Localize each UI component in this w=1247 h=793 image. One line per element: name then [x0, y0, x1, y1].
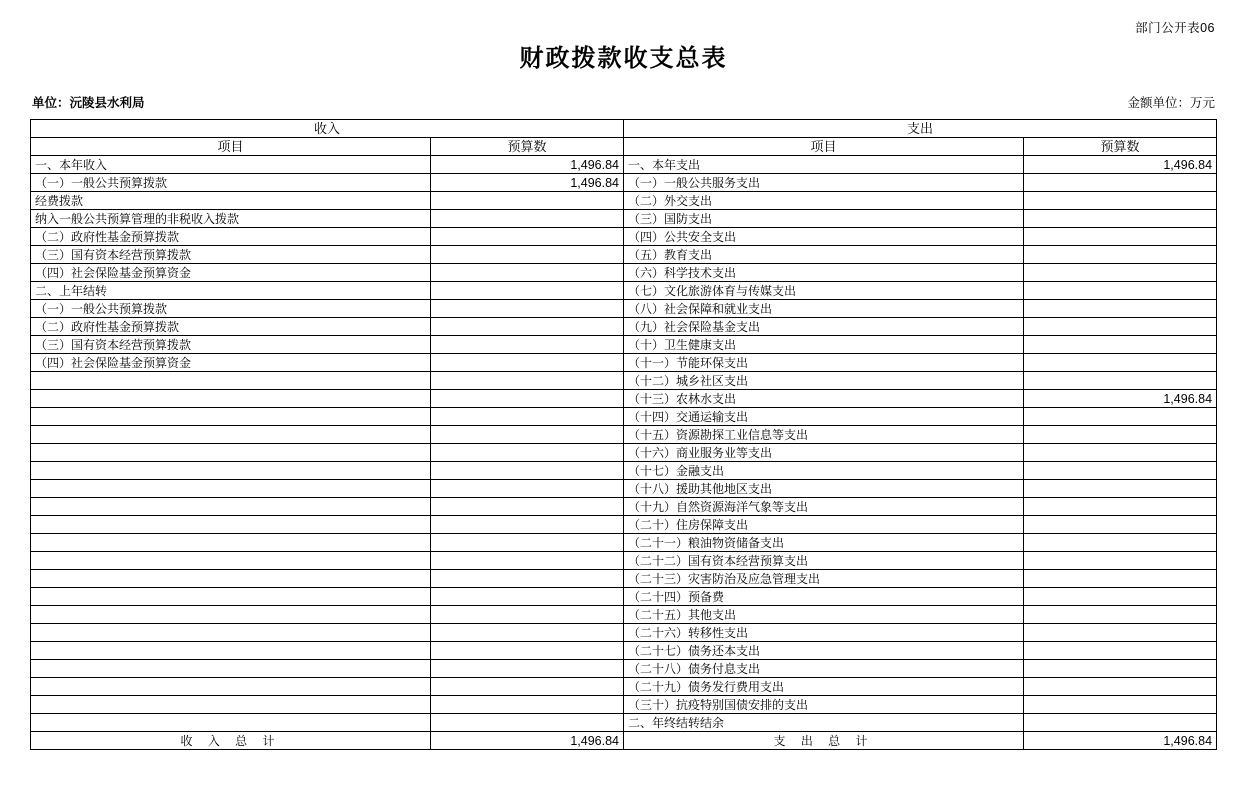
expenditure-item-label: （二十四）预备费: [624, 588, 1024, 606]
table-row: [31, 444, 1217, 462]
income-item-value: [431, 678, 624, 696]
table-row: [31, 426, 1217, 444]
income-item-label: （二）政府性基金预算拨款: [31, 228, 431, 246]
expenditure-item-value: [1024, 264, 1217, 282]
table-row: [31, 318, 1217, 336]
income-item-label: [31, 678, 431, 696]
table-row: [31, 498, 1217, 516]
expenditure-item-label: （八）社会保障和就业支出: [624, 300, 1024, 318]
table-row: [31, 660, 1217, 678]
income-item-value: [431, 498, 624, 516]
expenditure-item-value: [1024, 210, 1217, 228]
income-item-label: [31, 624, 431, 642]
expenditure-total-value: 1,496.84: [1024, 732, 1217, 750]
expenditure-item-label: 二、年终结转结余: [624, 714, 1024, 732]
expenditure-item-label: （十七）金融支出: [624, 462, 1024, 480]
expenditure-item-value: [1024, 174, 1217, 192]
expenditure-item-label: （二十八）债务付息支出: [624, 660, 1024, 678]
income-item-value: [431, 264, 624, 282]
table-body: [31, 156, 1217, 732]
expenditure-item-label: （二）外交支出: [624, 192, 1024, 210]
income-item-value: [431, 426, 624, 444]
expenditure-item-value: [1024, 282, 1217, 300]
expenditure-item-label: （二十二）国有资本经营预算支出: [624, 552, 1024, 570]
income-item-value: [431, 372, 624, 390]
expenditure-item-label: （十九）自然资源海洋气象等支出: [624, 498, 1024, 516]
expenditure-item-value: [1024, 516, 1217, 534]
expenditure-item-label: （九）社会保险基金支出: [624, 318, 1024, 336]
expenditure-item-label: （一）一般公共服务支出: [624, 174, 1024, 192]
income-item-value: [431, 210, 624, 228]
income-item-label: （四）社会保险基金预算资金: [31, 354, 431, 372]
table-row: [31, 192, 1217, 210]
column-header-row: [31, 138, 1217, 156]
income-item-value: [431, 300, 624, 318]
income-item-label: [31, 426, 431, 444]
income-item-value: [431, 192, 624, 210]
expenditure-item-label: （十一）节能环保支出: [624, 354, 1024, 372]
income-item-value: [431, 228, 624, 246]
expenditure-total-label: 支 出 总 计: [624, 732, 1024, 750]
expenditure-item-label: （五）教育支出: [624, 246, 1024, 264]
expenditure-item-label: （十五）资源勘探工业信息等支出: [624, 426, 1024, 444]
expenditure-item-value: [1024, 462, 1217, 480]
column-header-income-budget: 预算数: [431, 138, 624, 156]
income-item-label: [31, 696, 431, 714]
expenditure-item-value: [1024, 660, 1217, 678]
income-total-value: 1,496.84: [431, 732, 624, 750]
expenditure-item-value: [1024, 534, 1217, 552]
expenditure-item-value: [1024, 192, 1217, 210]
income-item-label: （三）国有资本经营预算拨款: [31, 246, 431, 264]
income-item-label: 一、本年收入: [31, 156, 431, 174]
income-item-value: [431, 480, 624, 498]
income-item-label: [31, 588, 431, 606]
table-row: [31, 606, 1217, 624]
expenditure-item-value: [1024, 570, 1217, 588]
income-item-label: （四）社会保险基金预算资金: [31, 264, 431, 282]
expenditure-item-label: （四）公共安全支出: [624, 228, 1024, 246]
expenditure-item-value: 1,496.84: [1024, 156, 1217, 174]
income-item-label: 二、上年结转: [31, 282, 431, 300]
group-header-expenditure: 支出: [624, 120, 1217, 138]
income-item-value: [431, 354, 624, 372]
total-row: [31, 732, 1217, 750]
income-item-label: [31, 408, 431, 426]
income-item-value: [431, 516, 624, 534]
income-item-value: 1,496.84: [431, 174, 624, 192]
income-item-label: [31, 372, 431, 390]
income-item-value: [431, 462, 624, 480]
expenditure-item-label: （十四）交通运输支出: [624, 408, 1024, 426]
expenditure-item-value: [1024, 480, 1217, 498]
expenditure-item-label: 一、本年支出: [624, 156, 1024, 174]
column-header-income-item: 项目: [31, 138, 431, 156]
expenditure-item-label: （三）国防支出: [624, 210, 1024, 228]
expenditure-item-label: （二十五）其他支出: [624, 606, 1024, 624]
expenditure-item-value: [1024, 606, 1217, 624]
table-row: [31, 534, 1217, 552]
income-item-label: [31, 660, 431, 678]
income-item-value: [431, 588, 624, 606]
expenditure-item-label: （十六）商业服务业等支出: [624, 444, 1024, 462]
income-item-value: [431, 714, 624, 732]
expenditure-item-label: （二十一）粮油物资储备支出: [624, 534, 1024, 552]
amount-unit-label: 金额单位：万元: [1127, 96, 1215, 110]
table-row: [31, 642, 1217, 660]
table-row: [31, 300, 1217, 318]
income-item-label: 纳入一般公共预算管理的非税收入拨款: [31, 210, 431, 228]
table-row: [31, 480, 1217, 498]
expenditure-item-value: [1024, 300, 1217, 318]
table-foot: [31, 732, 1217, 750]
income-item-value: 1,496.84: [431, 156, 624, 174]
income-item-value: [431, 408, 624, 426]
financial-table: [30, 119, 1217, 750]
expenditure-item-label: （十三）农林水支出: [624, 390, 1024, 408]
table-row: [31, 246, 1217, 264]
table-row: [31, 354, 1217, 372]
expenditure-item-value: [1024, 678, 1217, 696]
income-item-label: （三）国有资本经营预算拨款: [31, 336, 431, 354]
table-row: [31, 516, 1217, 534]
table-row: [31, 264, 1217, 282]
income-total-label: 收 入 总 计: [31, 732, 431, 750]
income-item-value: [431, 624, 624, 642]
table-row: [31, 282, 1217, 300]
group-header-row: [31, 120, 1217, 138]
expenditure-item-label: （二十六）转移性支出: [624, 624, 1024, 642]
expenditure-item-label: （六）科学技术支出: [624, 264, 1024, 282]
income-item-label: [31, 390, 431, 408]
income-item-value: [431, 282, 624, 300]
expenditure-item-value: [1024, 624, 1217, 642]
column-header-expenditure-item: 项目: [624, 138, 1024, 156]
expenditure-item-label: （二十九）债务发行费用支出: [624, 678, 1024, 696]
expenditure-item-label: （十八）援助其他地区支出: [624, 480, 1024, 498]
expenditure-item-label: （二十七）债务还本支出: [624, 642, 1024, 660]
expenditure-item-value: [1024, 696, 1217, 714]
income-item-label: [31, 480, 431, 498]
income-item-label: [31, 444, 431, 462]
income-item-label: [31, 570, 431, 588]
expenditure-item-label: （十二）城乡社区支出: [624, 372, 1024, 390]
expenditure-item-value: [1024, 588, 1217, 606]
expenditure-item-label: （二十三）灾害防治及应急管理支出: [624, 570, 1024, 588]
income-item-label: （一）一般公共预算拨款: [31, 300, 431, 318]
income-item-label: [31, 552, 431, 570]
income-item-label: [31, 606, 431, 624]
expenditure-item-value: [1024, 426, 1217, 444]
income-item-label: [31, 642, 431, 660]
income-item-value: [431, 534, 624, 552]
income-item-value: [431, 246, 624, 264]
expenditure-item-value: [1024, 372, 1217, 390]
income-item-value: [431, 390, 624, 408]
expenditure-item-label: （七）文化旅游体育与传媒支出: [624, 282, 1024, 300]
table-row: [31, 174, 1217, 192]
income-item-value: [431, 444, 624, 462]
income-item-value: [431, 336, 624, 354]
table-head: [31, 120, 1217, 156]
group-header-income: 收入: [31, 120, 624, 138]
income-item-value: [431, 318, 624, 336]
income-item-value: [431, 660, 624, 678]
form-code-label: 部门公开表06: [1135, 21, 1215, 35]
table-row: [31, 678, 1217, 696]
income-item-value: [431, 552, 624, 570]
income-item-label: [31, 714, 431, 732]
income-item-label: [31, 462, 431, 480]
income-item-label: （二）政府性基金预算拨款: [31, 318, 431, 336]
table-row: [31, 336, 1217, 354]
income-item-value: [431, 606, 624, 624]
table-row: [31, 408, 1217, 426]
income-item-value: [431, 570, 624, 588]
table-row: [31, 714, 1217, 732]
page-title: 财政拨款收支总表: [519, 45, 728, 72]
table-row: [31, 570, 1217, 588]
expenditure-item-label: （二十）住房保障支出: [624, 516, 1024, 534]
income-item-label: [31, 498, 431, 516]
income-item-label: 经费拨款: [31, 192, 431, 210]
expenditure-item-value: [1024, 246, 1217, 264]
column-header-expenditure-budget: 预算数: [1024, 138, 1217, 156]
table-row: [31, 228, 1217, 246]
expenditure-item-value: [1024, 714, 1217, 732]
table-row: [31, 624, 1217, 642]
expenditure-item-label: （三十）抗疫特别国债安排的支出: [624, 696, 1024, 714]
expenditure-item-value: [1024, 318, 1217, 336]
expenditure-item-value: [1024, 408, 1217, 426]
expenditure-item-value: [1024, 444, 1217, 462]
table-row: [31, 156, 1217, 174]
table-row: [31, 462, 1217, 480]
income-item-value: [431, 696, 624, 714]
unit-label: 单位：沅陵县水利局: [32, 96, 145, 110]
expenditure-item-value: [1024, 552, 1217, 570]
expenditure-item-value: [1024, 498, 1217, 516]
table-row: [31, 210, 1217, 228]
expenditure-item-value: [1024, 228, 1217, 246]
table-row: [31, 390, 1217, 408]
income-item-label: [31, 516, 431, 534]
expenditure-item-value: 1,496.84: [1024, 390, 1217, 408]
income-item-label: [31, 534, 431, 552]
expenditure-item-value: [1024, 642, 1217, 660]
expenditure-item-value: [1024, 354, 1217, 372]
income-item-label: （一）一般公共预算拨款: [31, 174, 431, 192]
expenditure-item-value: [1024, 336, 1217, 354]
table-row: [31, 552, 1217, 570]
table-row: [31, 696, 1217, 714]
income-item-value: [431, 642, 624, 660]
table-row: [31, 372, 1217, 390]
table-row: [31, 588, 1217, 606]
meta-row: [30, 93, 1217, 115]
expenditure-item-label: （十）卫生健康支出: [624, 336, 1024, 354]
